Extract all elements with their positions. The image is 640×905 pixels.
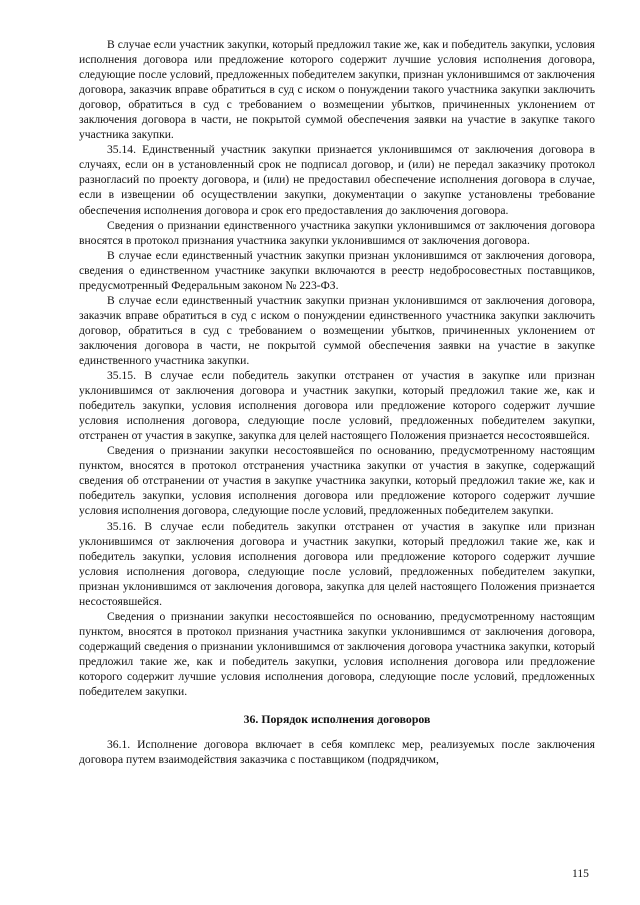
paragraph: В случае если участник закупки, который предложил такие же, как и победитель закупки, условия исполнения договора или предложение которого содержит лучшие условия исполнения договора, следующие после условий, предложенных победителем закупки, признан уклонившимся от заключения договора, заказчик вправе обратиться в суд с иском о понуждении такого участника закупки заключить договор, обратиться в суд с требованием о возмещении убытков, причиненных уклонением от заключения договора в части, не покрытой суммой обеспечения заявки на участие в закупке такого участника закупки. <box>79 38 595 142</box>
paragraph-35-14: 35.14. Единственный участник закупки признается уклонившимся от заключения договора в случаях, если он в установленный срок не подписал договор, и (или) не передал заказчику протокол разногласий по проекту договора, и (или) не предоставил обеспечение исполнения договора в случае, если в извещении об осуществлении закупки, документации о закупке установлены требование обеспечения исполнения договора и срок его предоставления до заключения договора. <box>79 143 595 217</box>
paragraph-36-1: 36.1. Исполнение договора включает в себя комплекс мер, реализуемых после заключения договора путем взаимодействия заказчика с поставщиком (подрядчиком, <box>79 738 595 767</box>
paragraph: Сведения о признании закупки несостоявшейся по основанию, предусмотренному настоящим пунктом, вносятся в протокол признания участника закупки уклонившимся от заключения договора, содержащий сведения о признании уклонившимся от заключения договора участника закупки, который предложил такие же, как и победитель закупки, условия исполнения договора или предложение которого содержит лучшие условия исполнения договора, следующие после условий, предложенных победителем закупки. <box>79 609 595 699</box>
paragraph-35-15: 35.15. В случае если победитель закупки отстранен от участия в закупке или признан уклонившимся от заключения договора и участник закупки, который предложил такие же, как и победитель закупки, условия исполнения договора или предложение которого содержит лучшие условия исполнения договора, следующие после условий, предложенных победителем закупки, отстранен от участия в закупке, закупка для целей настоящего Положения признается несостоявшейся. <box>79 369 595 443</box>
paragraph: В случае если единственный участник закупки признан уклонившимся от заключения договора, заказчик вправе обратиться в суд с иском о понуждении единственного участника закупки заключить договор, обратиться в суд с требованием о возмещении убытков, причиненных уклонением от заключения договора в части, не покрытой суммой обеспечения заявки на участие в закупке единственного участника закупки. <box>79 293 595 367</box>
page-number: 115 <box>572 867 589 880</box>
paragraph: Сведения о признании единственного участника закупки уклонившимся от заключения договора вносятся в протокол признания участника закупки уклонившимся от заключения договора. <box>79 218 595 247</box>
page-content <box>79 37 595 767</box>
section-heading: 36. Порядок исполнения договоров <box>243 712 431 727</box>
paragraph: В случае если единственный участник закупки признан уклонившимся от заключения договора, сведения о единственном участнике закупки включаются в реестр недобросовестных поставщиков, предусмотренный Федеральным законом № 223-ФЗ. <box>79 248 595 292</box>
paragraph-35-16: 35.16. В случае если победитель закупки отстранен от участия в закупке или признан уклонившимся от заключения договора и участник закупки, который предложил такие же, как и победитель закупки, условия исполнения договора или предложение которого содержит лучшие условия исполнения договора, следующие после условий, предложенных победителем закупки, признан уклонившимся от заключения договора, закупка для целей настоящего Положения признается несостоявшейся. <box>79 519 595 608</box>
paragraph: Сведения о признании закупки несостоявшейся по основанию, предусмотренному настоящим пунктом, вносятся в протокол отстранения участника закупки от участия в закупке, содержащий сведения об отстранении от участия в закупке участника закупки, который предложил такие же, как и победитель закупки, условия исполнения договора или предложение которого содержит лучшие условия исполнения договора, следующие после условий, предложенных победителем закупки. <box>79 444 595 518</box>
